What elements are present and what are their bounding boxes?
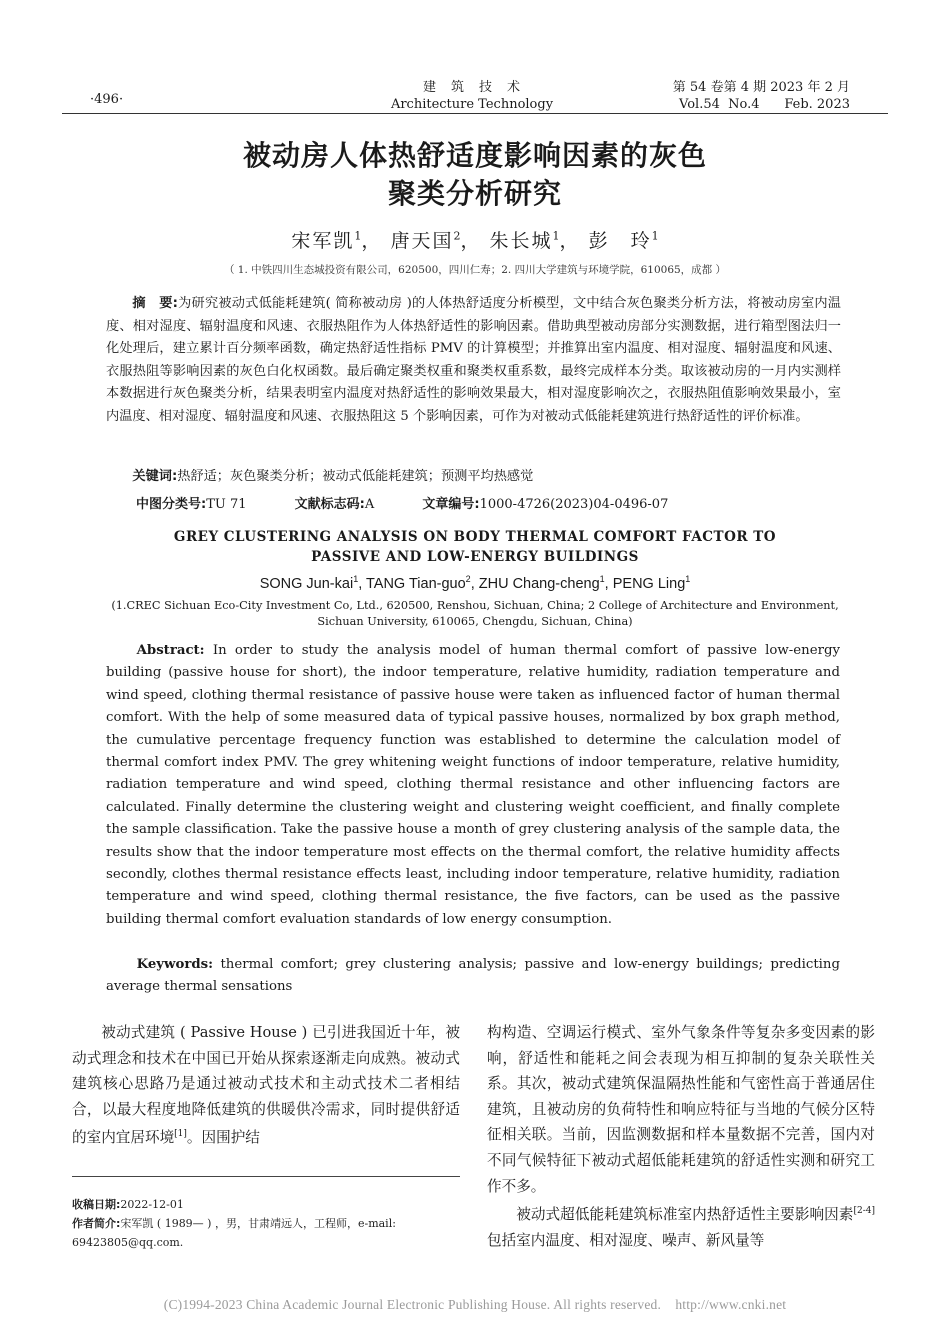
keywords-cn-text: 热舒适；灰色聚类分析；被动式低能耗建筑；预测平均热感觉 [177, 469, 534, 484]
document-code [295, 497, 375, 512]
citation-ref: [2-4] [853, 1206, 875, 1217]
author-affil-mark: 1 [552, 229, 560, 243]
intro-paragraph: 被动式建筑 ( Passive House ) 已引进我国近十年，被动式理念和技术在中国已开始从探索逐渐走向成熟。被动式建筑核心思路乃是通过被动式技术和主动式技术二者相结合，以最大程度地降低建筑的供暖供冷需求，同时提供舒适的室内宜居环境 [72, 1024, 460, 1147]
clc-code [136, 497, 247, 512]
author-name: 彭 玲 [588, 230, 652, 252]
author-name: 唐天国 [390, 230, 454, 252]
body-right-column [487, 1020, 875, 1253]
issue-info-cn: 第 54 卷第 4 期 2023 年 2 月 [672, 80, 850, 95]
author-bio-label: 作者简介: [72, 1217, 121, 1230]
author-affil-mark: 2 [453, 229, 461, 243]
body-paragraph [487, 1199, 875, 1253]
clc-value: TU 71 [206, 497, 247, 512]
clc-label: 中图分类号: [136, 497, 207, 512]
body-paragraph-text: 被动式超低能耗建筑标准室内热舒适性主要影响因素 [516, 1206, 854, 1224]
article-number [422, 497, 668, 512]
article-title-line2: 聚类分析研究 [387, 177, 562, 210]
author-affil-mark: 1 [354, 229, 362, 243]
author-name-en: PENG Ling [612, 575, 686, 592]
keywords-cn [106, 466, 841, 489]
author-affil-mark: 1 [353, 574, 359, 584]
citation-ref: [1] [174, 1129, 187, 1140]
body-paragraph: 构构造、空调运行模式、室外气象条件等复杂多变因素的影响，舒适性和能耗之间会表现为相互抑制的复杂关联性关系。其次，被动式建筑保温隔热性能和气密性高于普通居住建筑，且被动房的负荷特性和响应特征与当地的气候分区特征相关联。当前，因监测数据和样本量数据不完善，国内对不同气候特征下被动式超低能耗建筑的舒适性实测和研究工作不多。 [487, 1024, 875, 1195]
abstract-en-text: In order to study the analysis model of human thermal comfort of passive low-energy building (passive house for short), the indoor temperature, relative humidity, radiation temperature and wind speed, clothing thermal resistance of passive house were taken as influenced factor of human thermal comfort. With the help of some measured data of typical passive houses, normalized by box graph method, the cumulative percentage frequency function was established to determine the calculation model of thermal comfort index PMV. The grey whitening weight functions of indoor temperature, relative humidity, radiation temperature and wind speed, clothing thermal resistance and other influencing factors are calculated. Finally determine the clustering weight and clustering weight coefficient, and finally complete the sample classification. Take the passive house a month of grey clustering analysis of the sample data, the results show that the indoor temperature most effects on the thermal comfort, the relative humidity affects secondly, clothes thermal resistance effects least, including indoor temperature, relative humidity, radiation temperature and wind speed, clothing thermal resistance, the five factors, can be used as the passive building thermal comfort evaluation standards of low energy consumption. [106, 643, 840, 927]
journal-name-en: Architecture Technology [390, 97, 554, 112]
classification-line [136, 493, 712, 512]
art-value: 1000-4726(2023)04-0496-07 [479, 497, 669, 512]
author-name: 宋军凯 [291, 230, 355, 252]
author-affil-mark: 1 [685, 574, 691, 584]
art-label: 文章编号: [422, 497, 480, 512]
author-affil-mark: 1 [651, 229, 659, 243]
received-value: 2022-12-01 [120, 1198, 184, 1211]
abstract-en-label: Abstract: [136, 643, 205, 658]
keywords-en [106, 954, 840, 999]
issue-info-en: Vol.54 No.4 Feb. 2023 [679, 97, 850, 112]
footnote-author-bio [72, 1214, 460, 1252]
page-number: ·496· [90, 92, 124, 107]
abstract-cn [106, 293, 841, 429]
copyright-notice: (C)1994-2023 China Academic Journal Electronic Publishing House. All rights reserved. http://www.cnki.net [163, 1297, 787, 1312]
keywords-en-label: Keywords: [136, 957, 214, 972]
keywords-en-text: thermal comfort; grey clustering analysis; passive and low-energy buildings; predicting average thermal sensations [106, 957, 840, 995]
body-paragraph-text: 包括室内温度、相对湿度、噪声、新风量等 [487, 1231, 765, 1249]
abstract-cn-text: 为研究被动式低能耗建筑( 简称被动房 )的人体热舒适度分析模型，文中结合灰色聚类分析方法，将被动房室内温度、相对湿度、辐射温度和风速、衣服热阻作为人体热舒适性的影响因素。借助典型被动房部分实测数据，进行箱型图法归一化处理后，建立累计百分频率函数，确定热舒适性指标 PMV 的计算模型；并推算出室内温度、相对湿度、辐射温度和风速、衣服热阻等影响因素的灰色白化权函数。最后确定聚类权重和聚类权重系数，最终完成样本分类。取该被动房的一月内实测样本数据进行灰色聚类分析，结果表明室内温度对热舒适性的影响效果最大，相对湿度影响次之，衣服热阻值影响效果最小，室内温度、相对湿度、辐射温度和风速、衣服热阻这 5 个影响因素，可作为对被动式低能耗建筑进行热舒适性的评价标准。 [106, 296, 841, 424]
author-name-en: TANG Tian-guo [366, 575, 466, 592]
header-rule [62, 113, 888, 114]
article-title-en [100, 527, 850, 567]
body-left-column [72, 1020, 460, 1151]
author-affil-mark: 2 [465, 574, 471, 584]
footnote-rule [72, 1176, 460, 1177]
affiliation-cn: （ 1. 中铁四川生态城投资有限公司，620500，四川仁寿；2. 四川大学建筑与环境学院，610065，成都 ） [223, 264, 727, 276]
author-list-en: SONG Jun-kai$^1$, TANG Tian-guo$^2$, ZHU Chang-cheng$^1$, PENG Ling$^1$ [259, 574, 691, 592]
intro-paragraph-tail: 。因围护结 [186, 1129, 260, 1147]
doc-value: A [364, 497, 375, 512]
author-name: 朱长城 [489, 230, 553, 252]
author-name-en: SONG Jun-kai [259, 575, 354, 592]
abstract-en [106, 640, 840, 931]
abstract-cn-label: 摘 要: [132, 296, 178, 311]
title-en-line1: GREY CLUSTERING ANALYSIS ON BODY THERMAL COMFORT FACTOR TO [173, 529, 777, 545]
author-bio-value: 宋军凯 ( 1989— ) ，男，甘肃靖远人，工程师，e-mail: 69423805@qq.com. [72, 1217, 396, 1249]
footnote-received [72, 1195, 460, 1214]
author-name-en: ZHU Chang-cheng [478, 575, 600, 592]
affiliation-en: (1.CREC Sichuan Eco-City Investment Co, Ltd., 620500, Renshou, Sichuan, China; 2 College of Architecture and Environment, Sichuan University, 610065, Chengdu, Sichuan, China) [111, 599, 839, 628]
doc-label: 文献标志码: [294, 497, 365, 512]
author-list-cn: 宋军凯$^1$， 唐天国$^2$， 朱长城$^1$， 彭 玲$^1$ [291, 229, 659, 252]
author-affil-mark: 1 [599, 574, 605, 584]
received-label: 收稿日期: [72, 1198, 121, 1211]
title-en-line2: PASSIVE AND LOW-ENERGY BUILDINGS [311, 549, 639, 565]
journal-name-cn: 建 筑 技 术 [422, 80, 521, 95]
article-title-line1: 被动房人体热舒适度影响因素的灰色 [242, 139, 707, 172]
keywords-cn-label: 关键词: [132, 469, 178, 484]
